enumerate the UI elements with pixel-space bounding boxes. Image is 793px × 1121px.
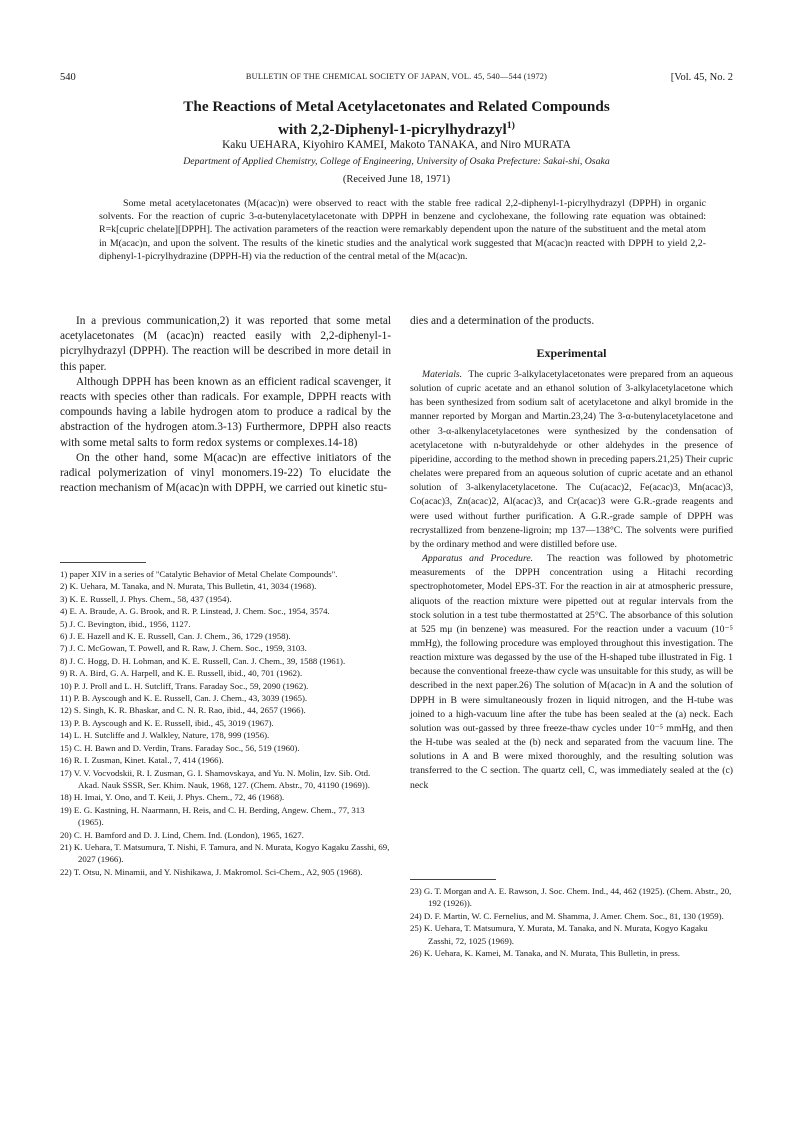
apparatus-paragraph xyxy=(410,552,733,793)
footnote: 17) V. V. Vocvodskii, R. I. Zusman, G. I. Shamovskaya, and Yu. N. Molin, Izv. Sib. Otd. Akad. Nauk SSSR, Ser. Khim. Nauk, 1968, 127. (Chem. Abstr., 70, 41190 (1969)). xyxy=(60,767,371,790)
received-date: (Received June 18, 1971) xyxy=(342,174,451,185)
footnote: 3) K. E. Russell, J. Phys. Chem., 58, 437 (1954). xyxy=(60,593,232,604)
intro-paragraph-end: dies and a determination of the products. xyxy=(410,315,595,327)
materials-paragraph xyxy=(410,368,733,552)
journal-name: BULLETIN OF THE CHEMICAL SOCIETY OF JAPAN, VOL. 45, 540—544 (1972) xyxy=(245,72,548,81)
intro-paragraph: In a previous communication,2) it was reported that some metal acetylacetonates (M (acac)n) reacted easily with 2,2-diphenyl-1-picrylhydrazyl (DPPH). The reaction will be described in more detail in this paper. xyxy=(60,315,391,373)
footnote: 24) D. F. Martin, W. C. Fernelius, and M. Shamma, J. Amer. Chem. Soc., 81, 130 (1959). xyxy=(410,910,724,921)
footnote: 13) P. B. Ayscough and K. E. Russell, ibid., 45, 3019 (1967). xyxy=(60,717,274,728)
intro-paragraph: On the other hand, some M(acac)n are effective initiators of the radical polymerization of vinyl monomers.19-22) To elucidate the reaction mechanism of M(acac)n with DPPH, we carried out kinetic stu- xyxy=(60,451,391,495)
article-title xyxy=(60,97,733,139)
footnotes-left xyxy=(60,568,391,878)
footnote: 8) J. C. Hogg, D. H. Lohman, and K. E. Russell, Can. J. Chem., 39, 1588 (1961). xyxy=(60,655,346,666)
footnote: 18) H. Imai, Y. Ono, and T. Keii, J. Phys. Chem., 72, 46 (1968). xyxy=(60,792,285,803)
footnote: 2) K. Uehara, M. Tanaka, and N. Murata, This Bulletin, 41, 3034 (1968). xyxy=(60,581,317,592)
abstract-text: Some metal acetylacetonates (M(acac)n) were observed to react with the stable free radical 2,2-diphenyl-1-picrylhydrazyl (DPPH) in organic solvents. For the reaction of cupric 3-α-butenylacetylacetonate with DPPH in benzene and cyclohexane, the following rate equation was obtained: R=k[cupric chelate][DPPH]. The activation parameters of the reaction were remarkably dependent upon the nature of the substituent and the metal atom in M(acac)n, and upon the solvent. The results of the kinetic studies and the analytical work suggested that M(acac)n reacted with DPPH to yield 2,2-diphenyl-1-picrylhydrazine (DPPH-H) via the reduction of the central metal of the M(acac)n. xyxy=(99,198,706,262)
intro-continuation xyxy=(410,314,733,329)
materials-text: The cupric 3-alkylacetylacetonates were prepared from an aqueous solution of cupric acetate and an ethanol solution of 3-alkylacetylacetone which has been synthesized from sodium salt of acetylacetone and alkyl bromide in the manner reported by Morgan and Martin.23,24) The 3-α-butenylacetylacetone and other 3-α-alkenylacetylacetones were synthesized by the condensation of acetylacetone with n-butyraldehyde or other aldehydes in the presence of piperidine, according to the method shown in preceding papers.21,25) Their cupric chelates were prepared from an aqueous solution of cupric acetate and an ethanol solution of 3-alkenylacetylacetone. The Cu(acac)2, Fe(acac)3, Mn(acac)3, Co(acac)3, Zn(acac)2, Al(acac)3, and Cr(acac)3 were G.R.-grade reagents and were used without further purification. A G.R.-grade sample of DPPH was recrystallized from benzene-ligroin; mp 137—138°C. The solvents were purified by the ordinary method and were distilled before use. xyxy=(410,369,733,550)
footnote-divider xyxy=(60,562,146,563)
title-line-2: with 2,2-Diphenyl-1-picrylhydrazyl$^{1)}$ xyxy=(278,120,515,139)
volume-issue: [Vol. 45, No. 2 xyxy=(670,72,733,83)
footnote: 7) J. C. McGowan, T. Powell, and R. Raw, J. Chem. Soc., 1959, 3103. xyxy=(60,643,307,654)
page-number: 540 xyxy=(60,72,76,83)
affiliation: Department of Applied Chemistry, College of Engineering, University of Osaka Prefecture: Sakai-shi, Osaka xyxy=(183,156,610,167)
footnote: 9) R. A. Bird, G. A. Harpell, and K. E. Russell, ibid., 40, 701 (1962). xyxy=(60,668,303,679)
footnote-divider xyxy=(410,879,496,880)
footnote: 11) P. B. Ayscough and K. E. Russell, Can. J. Chem., 43, 3039 (1965). xyxy=(60,693,308,704)
body-left-column xyxy=(60,314,391,496)
footnote: 25) K. Uehara, T. Matsumura, Y. Murata, M. Tanaka, and N. Murata, Kogyo Kagaku Zasshi, 72, 1025 (1969). xyxy=(410,923,708,946)
footnote: 20) C. H. Bamford and D. J. Lind, Chem. Ind. (London), 1965, 1627. xyxy=(60,829,304,840)
abstract xyxy=(99,197,706,263)
footnote: 19) E. G. Kastning, H. Naarmann, H. Reis, and C. H. Berding, Angew. Chem., 77, 313 (1965). xyxy=(60,804,365,828)
section-heading-experimental: Experimental xyxy=(536,346,607,360)
footnote: 1) paper XIV in a series of "Catalytic Behavior of Metal Chelate Compounds". xyxy=(60,569,338,579)
materials-label: Materials. xyxy=(422,369,463,380)
footnote: 4) E. A. Braude, A. G. Brook, and R. P. Linstead, J. Chem. Soc., 1954, 3574. xyxy=(60,606,330,617)
footnote: 5) J. C. Bevington, ibid., 1956, 1127. xyxy=(60,618,191,629)
footnote: 16) R. I. Zusman, Kinet. Katal., 7, 414 (1966). xyxy=(60,755,224,766)
author-list: Kaku UEHARA, Kiyohiro KAMEI, Makoto TANAKA, and Niro MURATA xyxy=(222,139,571,151)
apparatus-text: The reaction was followed by photometric measurements of the DPPH concentration using a Hitachi recording spectrophotometer, Model EPS-3T. For the reaction in air at atmospheric pressure, aliquots of the reaction mixture were pipetted out at regular intervals from the stock solution in a test tube thermostatted at 25°C. The absorbance of this solution at 525 mμ (in benzene) was measured. For the reaction under a vacuum (10⁻⁵ mmHg), the following procedure was employed throughout this investigation. The reaction mixture was degassed by the use of the H-shaped tube illustrated in Fig. 1 because the conventional freeze-thaw cycle was unsuitable for this study, as will be described in the next paper.26) The solution of M(acac)n in A and the solution of DPPH in B were simultaneously frozen in liquid nitrogen, and the H-tube was joined to a high-vacuum line after the tube has been sealed at the (a) neck. Each solution was out-gassed by three freeze-thaw cycles under 10⁻⁵ mmHg, and then the H-tube was sealed at the (b) neck and separated from the vacuum line. The solutions in A and B were mixed thoroughly, and the resulting solution was transferred to the C section. The quartz cell, C, was immediately sealed at the (c) neck xyxy=(410,553,733,791)
footnote: 14) L. H. Sutcliffe and J. Walkley, Nature, 178, 999 (1956). xyxy=(60,730,270,741)
footnote: 23) G. T. Morgan and A. E. Rawson, J. Soc. Chem. Ind., 44, 462 (1925). (Chem. Abstr., 20, 192 (1926)). xyxy=(410,886,732,909)
body-right-column xyxy=(410,368,733,793)
apparatus-label: Apparatus and Procedure. xyxy=(422,553,534,565)
footnote: 10) P. J. Proll and L. H. Sutcliff, Trans. Faraday Soc., 59, 2090 (1962). xyxy=(60,680,309,691)
title-footnote-mark: 1) xyxy=(506,120,515,131)
footnote: 22) T. Otsu, N. Minamii, and Y. Nishikawa, J. Makromol. Sci-Chem., A2, 905 (1968). xyxy=(60,866,363,877)
footnote: 6) J. E. Hazell and K. E. Russell, Can. J. Chem., 36, 1729 (1958). xyxy=(60,631,291,642)
running-header xyxy=(60,72,733,86)
footnote: 12) S. Singh, K. R. Bhaskar, and C. N. R. Rao, ibid., 44, 2657 (1966). xyxy=(60,705,306,716)
footnote: 15) C. H. Bawn and D. Verdin, Trans. Faraday Soc., 56, 519 (1960). xyxy=(60,742,300,753)
title-line-1: The Reactions of Metal Acetylacetonates and Related Compounds xyxy=(183,98,610,115)
footnotes-right xyxy=(410,885,733,959)
footnote: 26) K. Uehara, K. Kamei, M. Tanaka, and N. Murata, This Bulletin, in press. xyxy=(410,948,680,959)
footnote: 21) K. Uehara, T. Matsumura, T. Nishi, F. Tamura, and N. Murata, Kogyo Kagaku Zasshi, 69, 2027 (1966). xyxy=(60,841,390,865)
intro-paragraph: Although DPPH has been known as an efficient radical scavenger, it reacts with species other than radicals. For example, DPPH reacts with compounds having a labile hydrogen atom to produce a radical by the abstraction of the hydrogen atom.3-13) Furthermore, DPPH also reacts with some metal salts to form redox systems or complexes.14-18) xyxy=(60,375,391,449)
